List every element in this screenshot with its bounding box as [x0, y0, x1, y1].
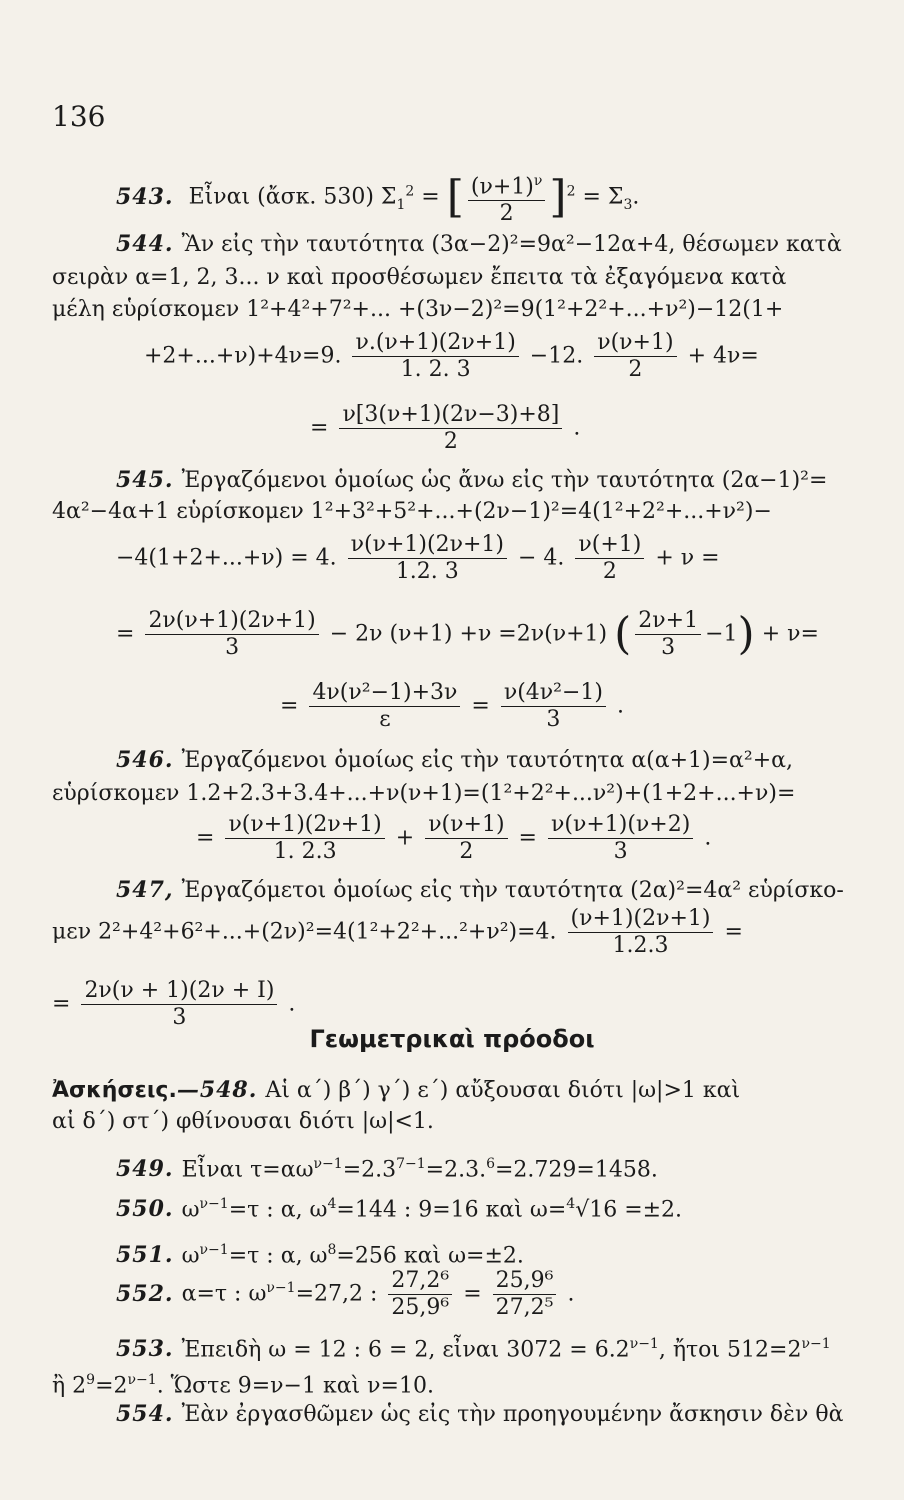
numerator: 2ν(ν+1)(2ν+1) [145, 608, 318, 635]
denominator: 1. 2. 3 [400, 357, 471, 382]
bracket: [ [446, 171, 464, 223]
text: = [196, 825, 215, 851]
fraction [81, 978, 277, 1031]
denominator: 3 [225, 635, 240, 660]
text: + ν = [655, 545, 720, 571]
text: . [632, 184, 640, 210]
exercise-547-line-1 [116, 876, 844, 905]
fraction [501, 680, 606, 733]
fraction [468, 168, 546, 227]
exercise-548-line-1 [52, 1076, 740, 1105]
fraction [635, 608, 701, 661]
text: = [724, 919, 743, 945]
text: = [471, 693, 490, 719]
text: ἢ 2 [52, 1373, 87, 1399]
text: =τ : α, ω [228, 1243, 328, 1269]
exercise-number: 544. [116, 231, 174, 257]
text: = [52, 991, 71, 1017]
subscript: 1 [396, 197, 406, 214]
superscript: 9 [86, 1372, 96, 1388]
numerator: ν(ν+1)(ν+2) [548, 812, 693, 839]
exercise-554 [116, 1400, 843, 1429]
exercise-544-line-2: σειρὰν α=1, 2, 3... ν καὶ προσθέσωμεν ἔπειτα τὰ ἐξαγόμενα κατὰ [52, 265, 787, 290]
superscript: ν−1 [199, 1196, 229, 1212]
denominator: ε [379, 707, 391, 732]
denominator: 2 [443, 429, 458, 454]
text: Ἐργαζόμετοι ὁμοίως εἰς τὴν ταυτότητα (2α)²=4α² εὑρίσκο- [181, 878, 844, 903]
text: , ἤτοι 512=2 [658, 1337, 802, 1363]
text: √16 =±2. [575, 1197, 683, 1223]
denominator: 25,9⁶ [391, 1295, 450, 1320]
denominator: 2 [459, 839, 474, 864]
denominator: 3 [546, 707, 561, 732]
text: =2.3. [425, 1157, 487, 1183]
exercise-547-line-3 [52, 978, 295, 1031]
denominator: 3 [172, 1005, 187, 1030]
numerator: (ν+1)(2ν+1) [568, 906, 714, 933]
exercise-545-line-5 [280, 680, 624, 733]
section-heading: Γεωμετρικαὶ πρόοδοι [309, 1025, 595, 1053]
superscript: 2 [405, 183, 415, 200]
text: =2.729=1458. [495, 1157, 658, 1183]
exercise-546-line-1 [116, 746, 793, 775]
exercise-547-line-2 [52, 906, 743, 959]
denominator: 27,2⁵ [495, 1295, 554, 1320]
numerator: 2ν(ν + 1)(2ν + I) [81, 978, 277, 1005]
fraction [425, 812, 507, 865]
exercise-number: 546. [116, 747, 174, 773]
text: ω [181, 1197, 200, 1223]
numerator: 25,9⁶ [493, 1268, 557, 1295]
exercise-number: 553. [116, 1336, 174, 1363]
exercise-544-line-1 [116, 230, 842, 259]
superscript: ν−1 [199, 1242, 229, 1258]
text: = [414, 184, 447, 210]
paren: ) [737, 608, 755, 660]
fraction [352, 330, 518, 383]
exercise-545-line-2: 4α²−4α+1 εὑρίσκομεν 1²+3²+5²+...+(2ν−1)²=4(1²+2²+...+ν²)− [52, 499, 772, 524]
denominator: 3 [613, 839, 628, 864]
text: Ἂν εἰς τὴν ταυτότητα (3α−2)²=9α²−12α+4, θέσωμεν κατὰ [181, 232, 842, 257]
page-number: 136 [52, 100, 106, 133]
numerator: ν(ν+1)(2ν+1) [348, 532, 507, 559]
superscript: 8 [327, 1242, 337, 1258]
superscript: 2 [566, 183, 576, 200]
exercise-546-line-2: εὑρίσκομεν 1.2+2.3+3.4+...+ν(ν+1)=(1²+2²+...ν²)+(1+2+...+ν)= [52, 781, 796, 806]
text: Εἶναι (ἄσκ. 530) Σ [188, 184, 397, 210]
superscript: ν−1 [313, 1156, 343, 1172]
exercise-number: 543. [116, 183, 174, 210]
text: =144 : 9=16 καὶ ω= [336, 1197, 567, 1223]
exercise-number: 547, [116, 877, 174, 903]
superscript: 4 [566, 1196, 576, 1212]
numerator: ν(ν+1) [594, 330, 676, 357]
exercise-550 [116, 1190, 682, 1224]
text: α=τ : ω [181, 1281, 267, 1307]
numerator: ν(4ν²−1) [501, 680, 606, 707]
text: − 2ν (ν+1) +ν =2ν(ν+1) [329, 621, 608, 647]
denominator: 1.2. 3 [395, 559, 459, 584]
text: = [463, 1281, 482, 1307]
text: + 4ν= [687, 343, 759, 369]
text: Ἐπειδὴ ω = 12 : 6 = 2, εἶναι 3072 = 6.2 [181, 1337, 630, 1363]
fraction [348, 532, 507, 585]
text: +2+...+ν)+4ν=9. [144, 343, 342, 369]
numerator: ν(+1) [575, 532, 644, 559]
superscript: ν−1 [127, 1372, 157, 1388]
exercise-553-line-2 [52, 1366, 434, 1400]
text: . [704, 825, 712, 851]
exercise-number: 552. [116, 1280, 174, 1307]
fraction [145, 608, 318, 661]
fraction [575, 532, 644, 585]
denominator: 1. 2.3 [273, 839, 337, 864]
denominator: 2 [499, 201, 514, 227]
superscript: 6 [486, 1156, 495, 1172]
exercise-545-line-1 [116, 466, 827, 495]
text: ω [181, 1243, 200, 1269]
exercise-548-line-2: αἱ δ΄) στ΄) φθίνουσαι διότι |ω|<1. [52, 1109, 434, 1134]
exercise-549 [116, 1150, 658, 1184]
exercise-number: —548. [176, 1077, 258, 1103]
text: −1 [705, 621, 738, 647]
text: −12. [529, 343, 584, 369]
exercises-label: Ἀσκήσεις. [52, 1078, 177, 1103]
text: Ἐὰν ἐργασθῶμεν ὡς εἰς τὴν προηγουμένην ἄσκησιν δὲν θὰ [181, 1402, 844, 1427]
exercise-544-line-5 [310, 402, 580, 455]
exercise-552 [116, 1268, 574, 1321]
fraction [339, 402, 562, 455]
fraction [594, 330, 676, 383]
text: −4(1+2+...+ν) = 4. [116, 545, 337, 571]
exercise-number: 550. [116, 1196, 174, 1223]
text: Ἐργαζόμενοι ὁμοίως ὡς ἄνω εἰς τὴν ταυτότητα (2α−1)²= [181, 468, 828, 493]
text: =τ : α, ω [228, 1197, 328, 1223]
text: . [573, 415, 581, 441]
text: μεν 2²+4²+6²+...+(2ν)²=4(1²+2²+...²+ν²)=4. [52, 919, 557, 945]
numerator: ν(ν+1)(2ν+1) [225, 812, 384, 839]
fraction [548, 812, 693, 865]
exercise-number: 545. [116, 467, 174, 493]
superscript: ν−1 [266, 1280, 296, 1297]
text: = Σ [582, 184, 624, 210]
numerator: ν[3(ν+1)(2ν−3)+8] [339, 402, 562, 429]
text: = [518, 825, 537, 851]
denominator: 2 [602, 559, 617, 584]
text: + ν= [761, 621, 819, 647]
exercise-545-line-4 [116, 608, 819, 661]
text: Αἱ α΄) β΄) γ΄) ε΄) αὔξουσαι διότι |ω|>1 καὶ [265, 1078, 741, 1103]
exercise-544-line-4 [144, 330, 759, 383]
text: =2.3 [342, 1157, 397, 1183]
fraction [309, 680, 460, 733]
denominator: 1.2.3 [612, 933, 669, 958]
bracket: ] [549, 171, 567, 223]
text: . [288, 991, 296, 1017]
text: − 4. [517, 545, 565, 571]
text: + [395, 825, 415, 851]
subscript: 3 [623, 197, 633, 214]
text: =256 καὶ ω=±2. [336, 1243, 524, 1269]
superscript: 7−1 [396, 1156, 426, 1172]
exercise-544-line-3: μέλη εὑρίσκομεν 1²+4²+7²+... +(3ν−2)²=9(1²+2²+...+ν²)−12(1+ [52, 297, 784, 322]
exercise-543 [116, 168, 639, 227]
paren: ( [614, 608, 632, 660]
text: =2 [95, 1373, 128, 1399]
exercise-number: 551. [116, 1242, 174, 1269]
superscript: 4 [327, 1196, 337, 1212]
numerator: (ν+1) [470, 174, 534, 200]
exercise-number: 549. [116, 1156, 174, 1183]
numerator: 27,2⁶ [388, 1268, 452, 1295]
exercise-551 [116, 1236, 524, 1270]
text: =27,2 : [295, 1281, 378, 1307]
superscript: ν−1 [629, 1336, 659, 1352]
text: . [567, 1281, 575, 1307]
superscript: ν−1 [801, 1336, 831, 1352]
fraction [568, 906, 714, 959]
exercise-546-line-3 [196, 812, 711, 865]
fraction [388, 1268, 452, 1321]
exercise-number: 554. [116, 1401, 174, 1427]
text: = [310, 415, 329, 441]
text: . Ὥστε 9=ν−1 καὶ ν=10. [156, 1373, 434, 1399]
text: Ἐργαζόμενοι ὁμοίως εἰς τὴν ταυτότητα α(α+1)=α²+α, [181, 748, 794, 773]
numerator: 4ν(ν²−1)+3ν [309, 680, 460, 707]
numerator: ν(ν+1) [425, 812, 507, 839]
superscript: ν [533, 173, 543, 189]
text: Εἶναι τ=αω [181, 1157, 314, 1183]
fraction [225, 812, 384, 865]
text: = [280, 693, 299, 719]
denominator: 2 [628, 357, 643, 382]
numerator: ν.(ν+1)(2ν+1) [352, 330, 518, 357]
exercise-545-line-3 [116, 532, 720, 585]
denominator: 3 [661, 635, 676, 660]
fraction [493, 1268, 557, 1321]
text: = [116, 621, 135, 647]
exercise-553-line-1 [116, 1330, 831, 1364]
numerator: 2ν+1 [635, 608, 701, 635]
text: . [617, 693, 625, 719]
